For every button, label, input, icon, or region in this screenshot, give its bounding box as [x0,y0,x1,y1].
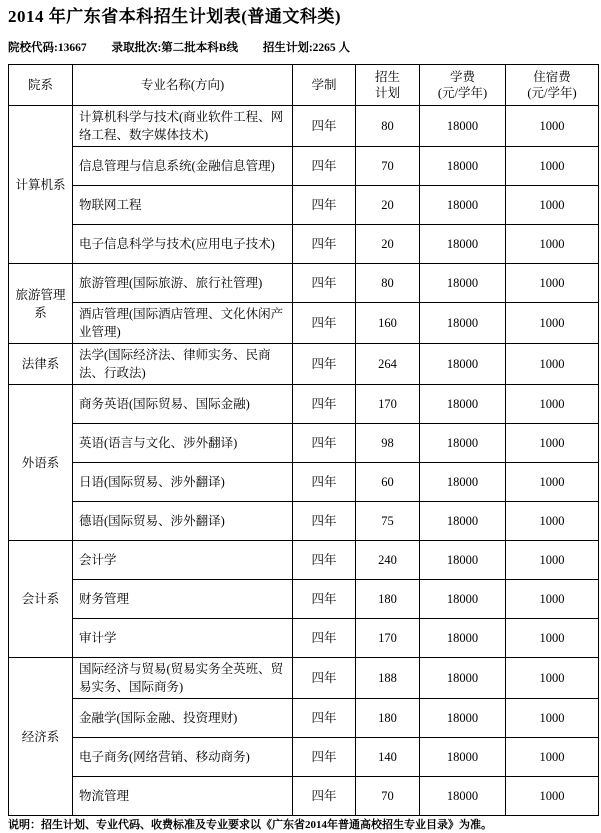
plan-cell: 80 [356,264,420,303]
accommodation-cell: 1000 [506,424,599,463]
tuition-cell: 18000 [420,777,506,816]
table-row [9,777,599,816]
table-row [9,699,599,738]
major-cell: 英语(语言与文化、涉外翻译) [73,424,293,463]
accommodation-cell: 1000 [506,777,599,816]
major-cell: 信息管理与信息系统(金融信息管理) [73,147,293,186]
major-cell: 商务英语(国际贸易、国际金融) [73,385,293,424]
major-cell: 电子信息科学与技术(应用电子技术) [73,225,293,264]
header-tuition-line1: 学费 [449,70,475,84]
accommodation-cell: 1000 [506,225,599,264]
duration-cell: 四年 [293,580,356,619]
department-cell: 计算机系 [9,106,73,264]
duration-cell: 四年 [293,106,356,147]
department-cell: 会计系 [9,541,73,658]
table-row [9,619,599,658]
plan-cell: 180 [356,699,420,738]
major-cell: 国际经济与贸易(贸易实务全英班、贸易实务、国际商务) [73,658,293,699]
header-accommodation [506,65,599,106]
plan-cell: 170 [356,619,420,658]
department-cell: 经济系 [9,658,73,816]
department-cell: 旅游管理系 [9,264,73,344]
tuition-cell: 18000 [420,385,506,424]
header-plan-line2: 计划 [374,86,400,100]
table-row [9,225,599,264]
accommodation-cell: 1000 [506,699,599,738]
tuition-cell: 18000 [420,303,506,344]
duration-cell: 四年 [293,147,356,186]
duration-cell: 四年 [293,225,356,264]
major-cell: 旅游管理(国际旅游、旅行社管理) [73,264,293,303]
table-row [9,658,599,699]
header-tuition-line2: (元/学年) [437,86,488,100]
table-row [9,264,599,303]
header-plan [356,65,420,106]
table-row [9,424,599,463]
accommodation-cell: 1000 [506,186,599,225]
plan-cell: 140 [356,738,420,777]
plan-cell: 20 [356,186,420,225]
tuition-cell: 18000 [420,344,506,385]
tuition-cell: 18000 [420,186,506,225]
plan-cell: 98 [356,424,420,463]
duration-cell: 四年 [293,385,356,424]
plan-cell: 20 [356,225,420,264]
enrollment-table [8,64,599,816]
table-row [9,580,599,619]
tuition-cell: 18000 [420,580,506,619]
enrollment-plan-total: 招生计划:2265 人 [262,42,351,54]
admission-batch: 录取批次:第二批本科B线 [111,42,238,54]
table-row [9,541,599,580]
duration-cell: 四年 [293,658,356,699]
header-tuition [420,65,506,106]
duration-cell: 四年 [293,777,356,816]
table-row [9,106,599,147]
table-header-row [9,65,599,106]
major-cell: 金融学(国际金融、投资理财) [73,699,293,738]
major-cell: 会计学 [73,541,293,580]
duration-cell: 四年 [293,699,356,738]
header-accommodation-line2: (元/学年) [527,86,577,100]
header-department: 院系 [9,65,73,106]
tuition-cell: 18000 [420,424,506,463]
plan-cell: 170 [356,385,420,424]
plan-cell: 264 [356,344,420,385]
header-duration: 学制 [293,65,356,106]
major-cell: 审计学 [73,619,293,658]
header-accommodation-line1: 住宿费 [533,70,571,84]
accommodation-cell: 1000 [506,580,599,619]
major-cell: 物联网工程 [73,186,293,225]
department-cell: 外语系 [9,385,73,541]
footer-note: 说明：招生计划、专业代码、收费标准及专业要求以《广东省2014年普通高校招生专业目录》为准。 [8,819,492,831]
major-cell: 德语(国际贸易、涉外翻译) [73,502,293,541]
table-row [9,186,599,225]
tuition-cell: 18000 [420,738,506,777]
tuition-cell: 18000 [420,699,506,738]
tuition-cell: 18000 [420,619,506,658]
duration-cell: 四年 [293,186,356,225]
major-cell: 法学(国际经济法、律师实务、民商法、行政法) [73,344,293,385]
major-cell: 财务管理 [73,580,293,619]
duration-cell: 四年 [293,738,356,777]
tuition-cell: 18000 [420,264,506,303]
duration-cell: 四年 [293,502,356,541]
header-major: 专业名称(方向) [73,65,293,106]
major-cell: 日语(国际贸易、涉外翻译) [73,463,293,502]
plan-cell: 188 [356,658,420,699]
plan-cell: 160 [356,303,420,344]
page-title: 2014 年广东省本科招生计划表(普通文科类) [8,7,342,26]
table-row [9,385,599,424]
meta-line [8,40,597,56]
table-row [9,147,599,186]
accommodation-cell: 1000 [506,619,599,658]
table-row [9,303,599,344]
tuition-cell: 18000 [420,658,506,699]
accommodation-cell: 1000 [506,106,599,147]
plan-cell: 75 [356,502,420,541]
accommodation-cell: 1000 [506,264,599,303]
accommodation-cell: 1000 [506,303,599,344]
table-row [9,463,599,502]
header-plan-line1: 招生 [374,70,400,84]
duration-cell: 四年 [293,463,356,502]
major-cell: 物流管理 [73,777,293,816]
tuition-cell: 18000 [420,147,506,186]
accommodation-cell: 1000 [506,147,599,186]
school-code: 院校代码:13667 [8,42,87,54]
plan-cell: 240 [356,541,420,580]
table-row [9,502,599,541]
plan-cell: 180 [356,580,420,619]
accommodation-cell: 1000 [506,344,599,385]
accommodation-cell: 1000 [506,541,599,580]
department-cell: 法律系 [9,344,73,385]
duration-cell: 四年 [293,344,356,385]
tuition-cell: 18000 [420,541,506,580]
tuition-cell: 18000 [420,225,506,264]
plan-cell: 70 [356,777,420,816]
accommodation-cell: 1000 [506,738,599,777]
duration-cell: 四年 [293,541,356,580]
duration-cell: 四年 [293,303,356,344]
major-cell: 计算机科学与技术(商业软件工程、网络工程、数字媒体技术) [73,106,293,147]
duration-cell: 四年 [293,264,356,303]
accommodation-cell: 1000 [506,385,599,424]
duration-cell: 四年 [293,619,356,658]
table-row [9,344,599,385]
accommodation-cell: 1000 [506,502,599,541]
major-cell: 电子商务(网络营销、移动商务) [73,738,293,777]
tuition-cell: 18000 [420,463,506,502]
table-row [9,738,599,777]
plan-cell: 80 [356,106,420,147]
major-cell: 酒店管理(国际酒店管理、文化休闲产业管理) [73,303,293,344]
accommodation-cell: 1000 [506,463,599,502]
tuition-cell: 18000 [420,106,506,147]
plan-cell: 70 [356,147,420,186]
duration-cell: 四年 [293,424,356,463]
accommodation-cell: 1000 [506,658,599,699]
plan-cell: 60 [356,463,420,502]
tuition-cell: 18000 [420,502,506,541]
